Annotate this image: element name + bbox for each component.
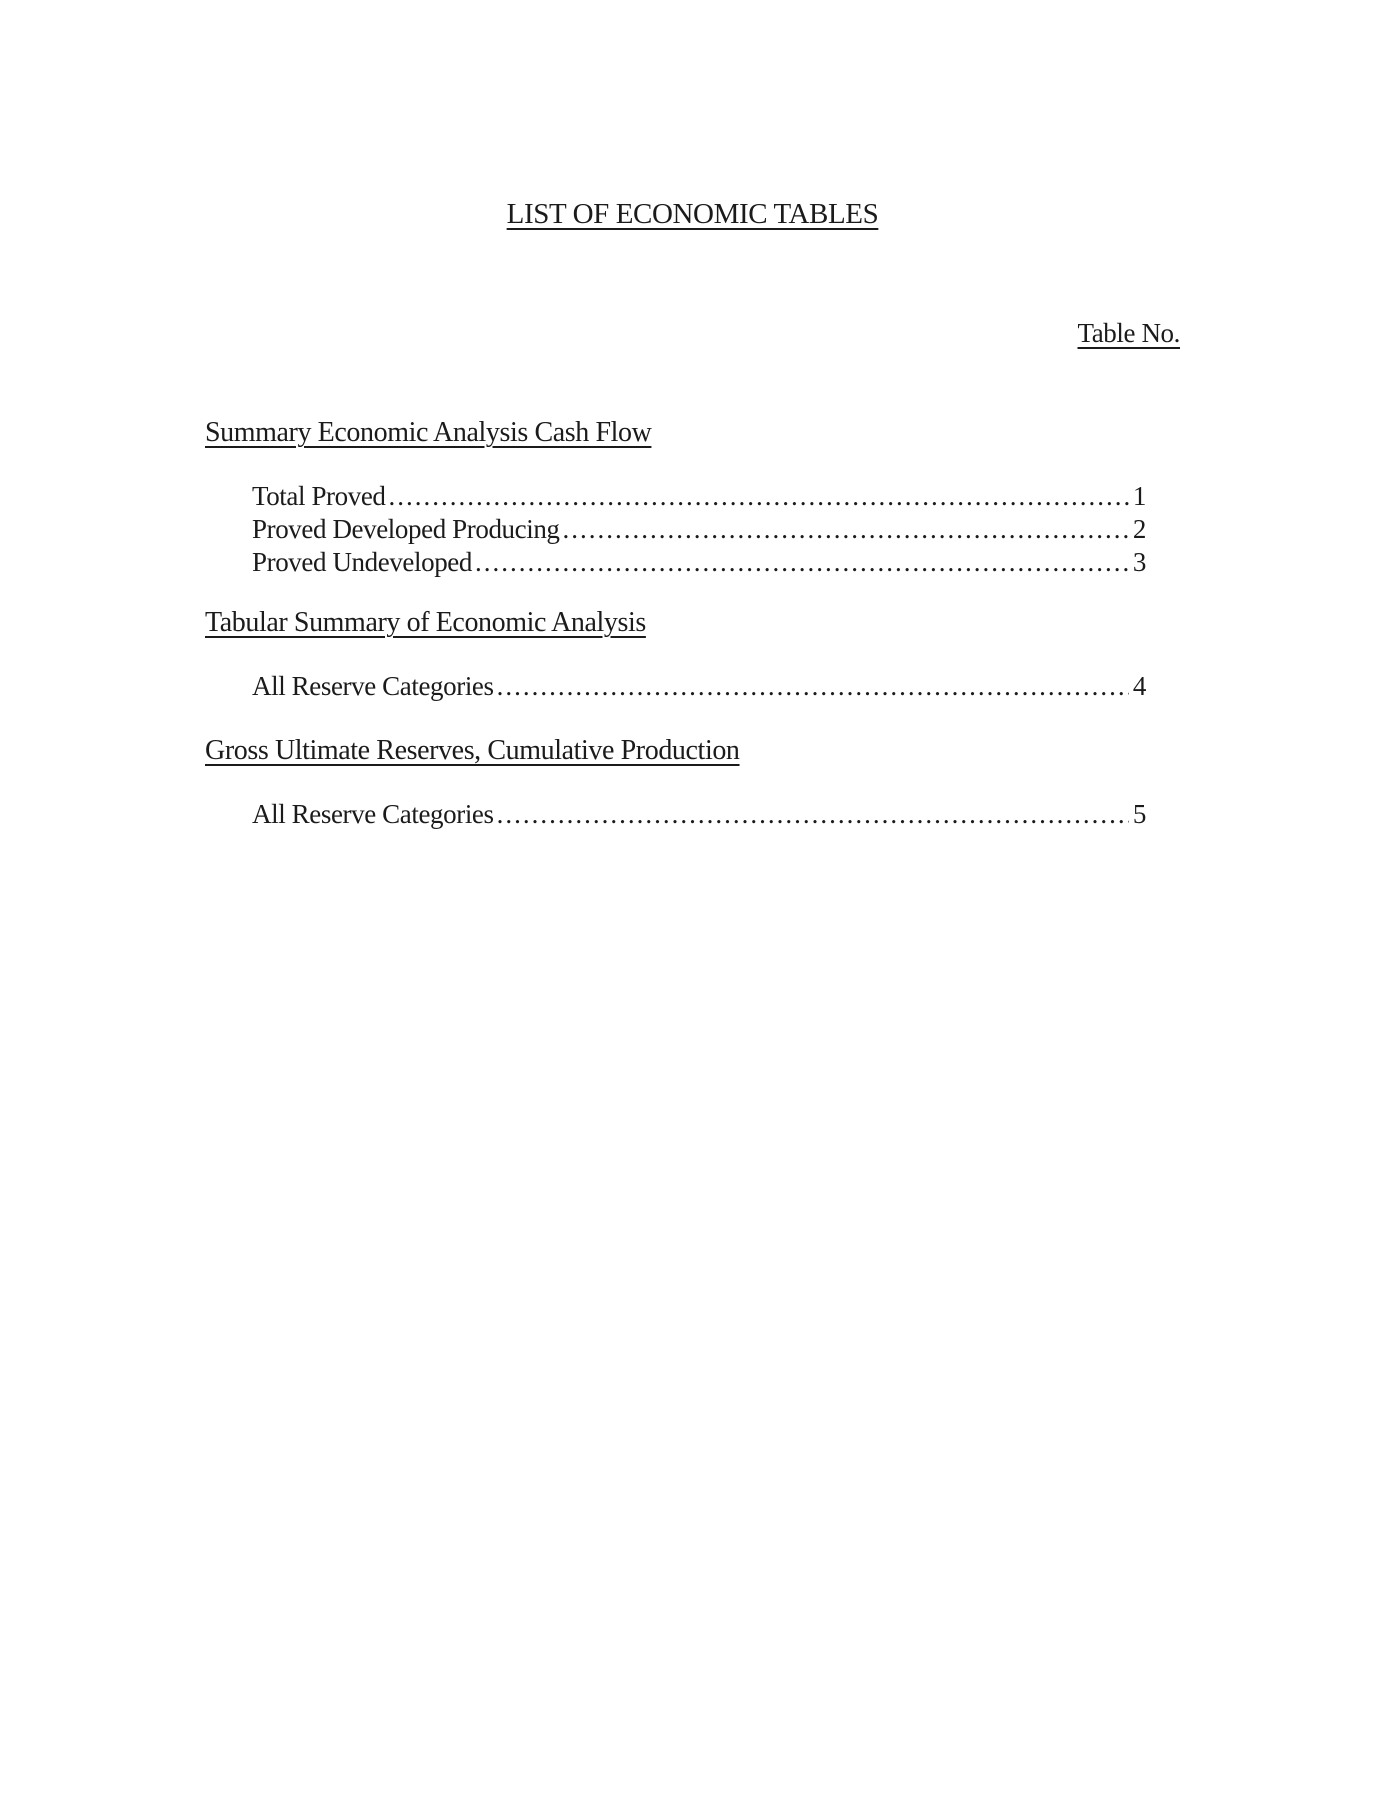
toc-section-summary-cash-flow	[205, 416, 1180, 579]
table-number: 1	[1132, 481, 1146, 511]
table-number: 3	[1132, 547, 1146, 577]
section-heading: Gross Ultimate Reserves, Cumulative Production	[205, 735, 740, 766]
dot-leader	[475, 546, 1129, 579]
dot-leader	[389, 480, 1129, 513]
toc-entry-label: Proved Developed Producing	[252, 514, 560, 544]
dot-leader	[497, 798, 1129, 831]
dot-leader	[563, 513, 1129, 546]
toc-section-gross-ultimate-reserves	[205, 734, 1180, 831]
page-title: LIST OF ECONOMIC TABLES	[506, 198, 879, 230]
dot-leader	[497, 670, 1129, 703]
toc-entry	[252, 546, 1146, 579]
table-number: 5	[1132, 799, 1146, 829]
toc-entry	[252, 513, 1146, 546]
table-number: 2	[1132, 514, 1146, 544]
toc-entry	[252, 480, 1146, 513]
toc-entry-label: All Reserve Categories	[252, 799, 494, 829]
toc-entry-label: All Reserve Categories	[252, 671, 494, 701]
toc-entry	[252, 798, 1146, 831]
toc-entry-group	[252, 480, 1146, 579]
section-heading: Tabular Summary of Economic Analysis	[205, 607, 646, 638]
toc-entry-group	[252, 798, 1146, 831]
toc-section-tabular-summary	[205, 606, 1180, 703]
table-no-header-row	[205, 316, 1180, 350]
table-no-column-header: Table No.	[1077, 318, 1180, 348]
toc-entry-group	[252, 670, 1146, 703]
toc-entry	[252, 670, 1146, 703]
toc-entry-label: Total Proved	[252, 481, 386, 511]
toc-entry-label: Proved Undeveloped	[252, 547, 472, 577]
section-heading: Summary Economic Analysis Cash Flow	[205, 417, 652, 448]
table-number: 4	[1132, 671, 1146, 701]
